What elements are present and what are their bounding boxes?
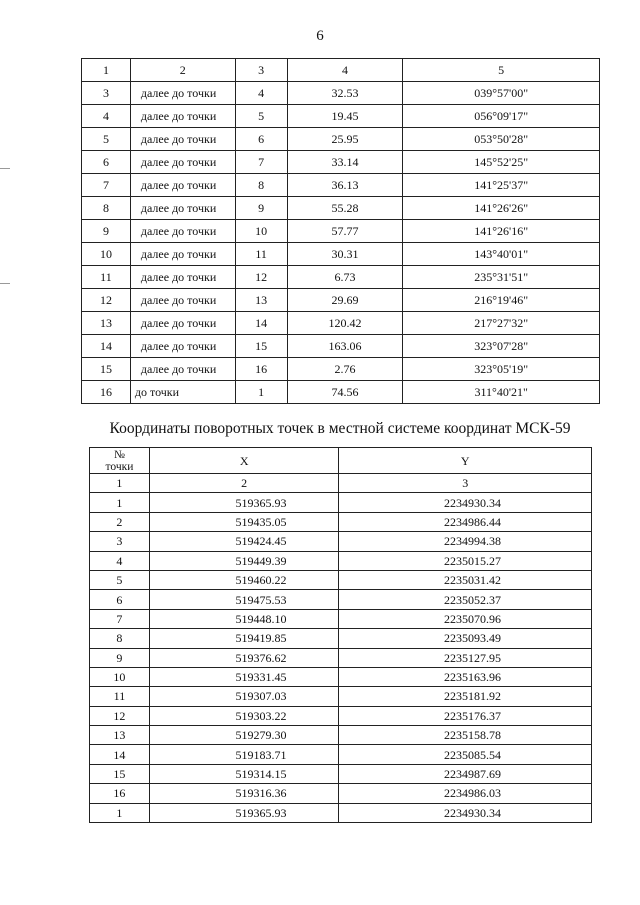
table-row	[90, 570, 592, 589]
distance-cell: 29.69	[287, 289, 403, 312]
distance-cell: 32.53	[287, 82, 403, 105]
x-coordinate-cell: 519316.36	[149, 784, 339, 803]
angle-cell: 323°05'19"	[403, 358, 600, 381]
y-coordinate-cell: 2235127.95	[339, 648, 592, 667]
table-row	[82, 289, 600, 312]
x-coordinate-cell: 519307.03	[149, 687, 339, 706]
point-number-cell: 3	[90, 532, 150, 551]
table-row	[82, 174, 600, 197]
table-row	[90, 745, 592, 764]
coordinates-table	[89, 447, 592, 823]
from-point-cell: 15	[82, 358, 131, 381]
x-coordinate-cell: 519279.30	[149, 726, 339, 745]
to-point-cell: 13	[235, 289, 287, 312]
table-row	[82, 128, 600, 151]
description-cell: далее до точки	[130, 105, 235, 128]
header-cell: 3	[235, 59, 287, 82]
table-row	[90, 764, 592, 783]
distance-cell: 55.28	[287, 197, 403, 220]
description-cell: далее до точки	[130, 128, 235, 151]
y-coordinate-cell: 2235031.42	[339, 570, 592, 589]
table-row	[90, 803, 592, 822]
from-point-cell: 16	[82, 381, 131, 404]
y-coordinate-cell: 2234994.38	[339, 532, 592, 551]
index-cell: 1	[90, 474, 150, 493]
point-number-cell: 7	[90, 609, 150, 628]
table-row	[90, 687, 592, 706]
from-point-cell: 12	[82, 289, 131, 312]
table-row	[90, 590, 592, 609]
description-cell: далее до точки	[130, 289, 235, 312]
x-coordinate-cell: 519376.62	[149, 648, 339, 667]
angle-cell: 323°07'28"	[403, 335, 600, 358]
y-coordinate-cell: 2234930.34	[339, 803, 592, 822]
table-row	[90, 551, 592, 570]
distance-cell: 33.14	[287, 151, 403, 174]
point-number-cell: 4	[90, 551, 150, 570]
point-number-cell: 10	[90, 667, 150, 686]
distance-cell: 163.06	[287, 335, 403, 358]
x-coordinate-cell: 519475.53	[149, 590, 339, 609]
point-number-cell: 12	[90, 706, 150, 725]
angle-cell: 235°31'51"	[403, 266, 600, 289]
angle-cell: 216°19'46"	[403, 289, 600, 312]
point-number-cell: 8	[90, 629, 150, 648]
table-row	[82, 335, 600, 358]
y-coordinate-cell: 2234986.03	[339, 784, 592, 803]
y-coordinate-cell: 2235181.92	[339, 687, 592, 706]
to-point-cell: 6	[235, 128, 287, 151]
description-cell: далее до точки	[130, 312, 235, 335]
to-point-cell: 15	[235, 335, 287, 358]
table-row	[82, 243, 600, 266]
margin-mark	[0, 168, 10, 169]
from-point-cell: 13	[82, 312, 131, 335]
x-coordinate-cell: 519331.45	[149, 667, 339, 686]
index-cell: 3	[339, 474, 592, 493]
point-number-cell: 15	[90, 764, 150, 783]
description-cell: далее до точки	[130, 243, 235, 266]
description-cell: далее до точки	[130, 82, 235, 105]
table-row	[90, 784, 592, 803]
x-coordinate-cell: 519303.22	[149, 706, 339, 725]
header-cell: 5	[403, 59, 600, 82]
y-coordinate-cell: 2235070.96	[339, 609, 592, 628]
y-coordinate-cell: 2235015.27	[339, 551, 592, 570]
table-row	[82, 312, 600, 335]
from-point-cell: 8	[82, 197, 131, 220]
to-point-cell: 14	[235, 312, 287, 335]
to-point-cell: 4	[235, 82, 287, 105]
angle-cell: 143°40'01"	[403, 243, 600, 266]
y-coordinate-cell: 2234987.69	[339, 764, 592, 783]
to-point-cell: 10	[235, 220, 287, 243]
point-number-cell: 1	[90, 803, 150, 822]
from-point-cell: 5	[82, 128, 131, 151]
y-header: Y	[339, 448, 592, 474]
distance-cell: 120.42	[287, 312, 403, 335]
to-point-cell: 7	[235, 151, 287, 174]
from-point-cell: 10	[82, 243, 131, 266]
section-title: Координаты поворотных точек в местной системе координат МСК-59	[109, 420, 571, 437]
to-point-cell: 1	[235, 381, 287, 404]
table-row	[90, 512, 592, 531]
coordinates-header-row	[90, 448, 592, 474]
from-point-cell: 4	[82, 105, 131, 128]
x-coordinate-cell: 519424.45	[149, 532, 339, 551]
x-header: X	[149, 448, 339, 474]
from-point-cell: 7	[82, 174, 131, 197]
point-number-cell: 9	[90, 648, 150, 667]
angle-cell: 053°50'28"	[403, 128, 600, 151]
table-row	[90, 532, 592, 551]
to-point-cell: 9	[235, 197, 287, 220]
angle-cell: 311°40'21"	[403, 381, 600, 404]
table-row	[90, 629, 592, 648]
to-point-cell: 5	[235, 105, 287, 128]
distance-cell: 2.76	[287, 358, 403, 381]
distance-cell: 19.45	[287, 105, 403, 128]
y-coordinate-cell: 2235176.37	[339, 706, 592, 725]
point-number-cell: 14	[90, 745, 150, 764]
description-cell: далее до точки	[130, 358, 235, 381]
table-row	[82, 82, 600, 105]
x-coordinate-cell: 519448.10	[149, 609, 339, 628]
distance-cell: 6.73	[287, 266, 403, 289]
point-number-cell: 11	[90, 687, 150, 706]
point-number-cell: 16	[90, 784, 150, 803]
table-row	[82, 266, 600, 289]
to-point-cell: 11	[235, 243, 287, 266]
bearing-table-header-row	[82, 59, 600, 82]
from-point-cell: 3	[82, 82, 131, 105]
table-row	[90, 648, 592, 667]
table-row	[90, 667, 592, 686]
from-point-cell: 14	[82, 335, 131, 358]
y-coordinate-cell: 2235085.54	[339, 745, 592, 764]
table-row	[82, 197, 600, 220]
description-cell: до точки	[130, 381, 235, 404]
table-row	[82, 105, 600, 128]
point-number-cell: 6	[90, 590, 150, 609]
angle-cell: 039°57'00"	[403, 82, 600, 105]
table-row	[82, 358, 600, 381]
coordinates-index-row	[90, 474, 592, 493]
y-coordinate-cell: 2234930.34	[339, 493, 592, 512]
distance-cell: 30.31	[287, 243, 403, 266]
index-cell: 2	[149, 474, 339, 493]
point-number-cell: 5	[90, 570, 150, 589]
table-row	[90, 493, 592, 512]
point-number-cell: 2	[90, 512, 150, 531]
table-row	[82, 381, 600, 404]
x-coordinate-cell: 519365.93	[149, 803, 339, 822]
x-coordinate-cell: 519419.85	[149, 629, 339, 648]
header-cell: 2	[130, 59, 235, 82]
table-row	[90, 706, 592, 725]
distance-cell: 36.13	[287, 174, 403, 197]
y-coordinate-cell: 2235093.49	[339, 629, 592, 648]
point-number-header	[90, 448, 150, 474]
distance-cell: 74.56	[287, 381, 403, 404]
table-row	[82, 151, 600, 174]
to-point-cell: 16	[235, 358, 287, 381]
distance-cell: 57.77	[287, 220, 403, 243]
page-number: 6	[316, 28, 324, 44]
angle-cell: 141°26'16"	[403, 220, 600, 243]
point-number-header-symbol: №	[113, 449, 125, 461]
to-point-cell: 8	[235, 174, 287, 197]
from-point-cell: 11	[82, 266, 131, 289]
x-coordinate-cell: 519449.39	[149, 551, 339, 570]
angle-cell: 141°25'37"	[403, 174, 600, 197]
description-cell: далее до точки	[130, 266, 235, 289]
y-coordinate-cell: 2234986.44	[339, 512, 592, 531]
table-row	[82, 220, 600, 243]
distance-cell: 25.95	[287, 128, 403, 151]
header-cell: 1	[82, 59, 131, 82]
angle-cell: 141°26'26"	[403, 197, 600, 220]
x-coordinate-cell: 519435.05	[149, 512, 339, 531]
to-point-cell: 12	[235, 266, 287, 289]
point-number-cell: 1	[90, 493, 150, 512]
bearing-table	[81, 58, 600, 404]
point-number-cell: 13	[90, 726, 150, 745]
y-coordinate-cell: 2235158.78	[339, 726, 592, 745]
table-row	[90, 726, 592, 745]
y-coordinate-cell: 2235163.96	[339, 667, 592, 686]
angle-cell: 217°27'32"	[403, 312, 600, 335]
description-cell: далее до точки	[130, 197, 235, 220]
y-coordinate-cell: 2235052.37	[339, 590, 592, 609]
from-point-cell: 6	[82, 151, 131, 174]
angle-cell: 056°09'17"	[403, 105, 600, 128]
x-coordinate-cell: 519460.22	[149, 570, 339, 589]
description-cell: далее до точки	[130, 174, 235, 197]
from-point-cell: 9	[82, 220, 131, 243]
x-coordinate-cell: 519365.93	[149, 493, 339, 512]
table-row	[90, 609, 592, 628]
margin-mark	[0, 283, 10, 284]
description-cell: далее до точки	[130, 335, 235, 358]
point-number-header-label: точки	[105, 461, 134, 473]
description-cell: далее до точки	[130, 220, 235, 243]
x-coordinate-cell: 519183.71	[149, 745, 339, 764]
x-coordinate-cell: 519314.15	[149, 764, 339, 783]
angle-cell: 145°52'25"	[403, 151, 600, 174]
description-cell: далее до точки	[130, 151, 235, 174]
header-cell: 4	[287, 59, 403, 82]
